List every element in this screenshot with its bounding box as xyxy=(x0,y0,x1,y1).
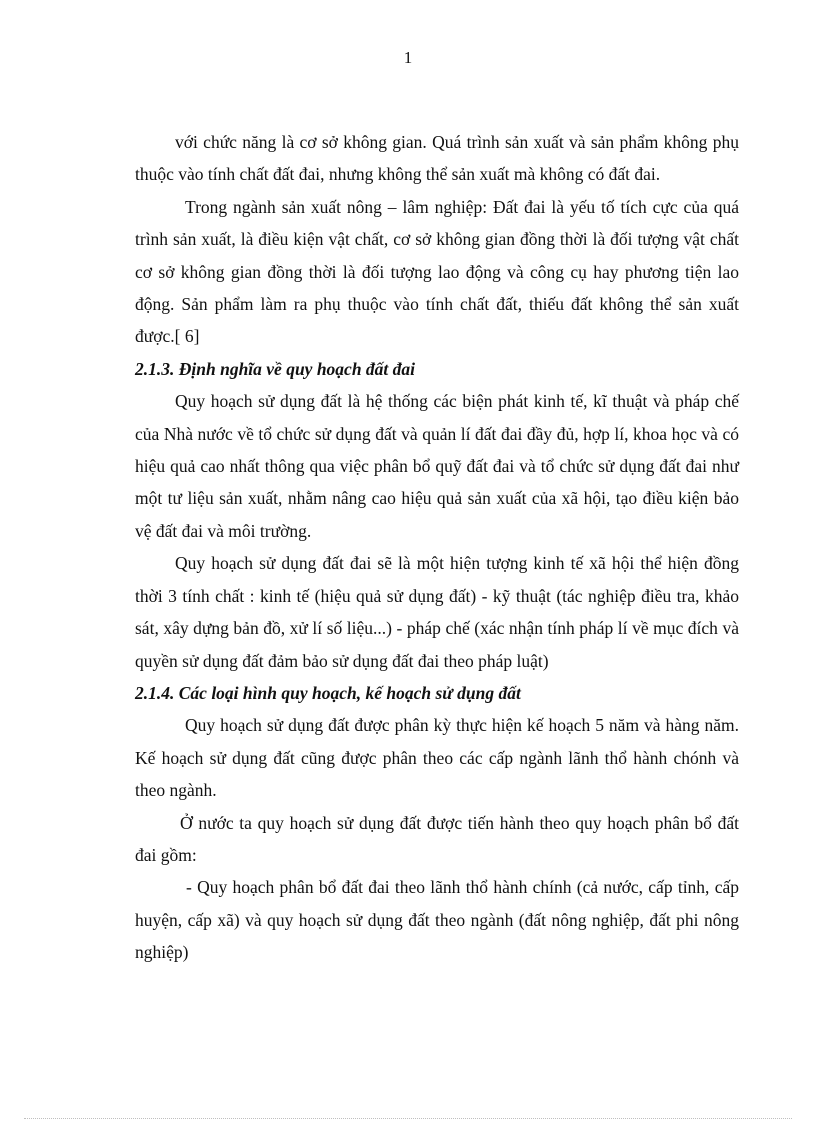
page-bottom-divider xyxy=(24,1118,792,1119)
paragraph-allocation-item: - Quy hoạch phân bổ đất đai theo lãnh thổ hành chính (cả nước, cấp tỉnh, cấp huyện, cấp xã) và quy hoạch sử dụng đất theo ngành (đất nông nghiệp, đất phi nông nghiệp) xyxy=(135,877,739,963)
paragraph-agriculture-forestry: Trong ngành sản xuất nông – lâm nghiệp: Đất đai là yếu tố tích cực của quá trình sản xuất, là điều kiện vật chất, cơ sở không gian đồng thời là đối tượng vật chất cơ sở không gian đồng thời là đối tượng lao động và công cụ hay phương tiện lao động. Sản phẩm làm ra phụ thuộc vào tính chất đất, thiếu đất không thể sản xuất được.[ 6] xyxy=(135,196,739,347)
page-number: 1 xyxy=(403,48,413,67)
document-body xyxy=(135,126,739,969)
paragraph-allocation: Ở nước ta quy hoạch sử dụng đất được tiến hành theo quy hoạch phân bổ đất đai gồm: xyxy=(135,812,739,865)
paragraph-plan-periods: Quy hoạch sử dụng đất được phân kỳ thực hiện kế hoạch 5 năm và hàng năm. Kế hoạch sử dụng đất cũng được phân theo các cấp ngành lãnh thổ hành chónh và theo ngành. xyxy=(135,715,739,801)
section-heading-definition: 2.1.3. Định nghĩa về quy hoạch đất đai xyxy=(135,358,416,379)
paragraph-three-properties: Quy hoạch sử dụng đất đai sẽ là một hiện tượng kinh tế xã hội thể hiện đồng thời 3 tính chất : kinh tế (hiệu quả sử dụng đất) - kỹ thuật (tác nghiệp điều tra, khảo sát, xây dựng bản đồ, xử lí số liệu...) - pháp chế (xác nhận tính pháp lí về mục đích và quyền sử dụng đất đảm bảo sử dụng đất đai theo pháp luật) xyxy=(135,553,739,671)
paragraph-land-as-space: với chức năng là cơ sở không gian. Quá trình sản xuất và sản phẩm không phụ thuộc vào tính chất đất đai, nhưng không thể sản xuất mà không có đất đai. xyxy=(135,132,739,185)
section-heading-plan-types: 2.1.4. Các loại hình quy hoạch, kế hoạch sử dụng đất xyxy=(135,682,521,703)
paragraph-definition: Quy hoạch sử dụng đất là hệ thống các biện phát kinh tế, kĩ thuật và pháp chế của Nhà nước về tổ chức sử dụng đất và quản lí đất đai đầy đủ, hợp lí, khoa học và có hiệu quả cao nhất thông qua việc phân bổ quỹ đất đai và tổ chức sử dụng đất đai như một tư liệu sản xuất, nhằm nâng cao hiệu quả sản xuất của xã hội, tạo điều kiện bảo vệ đất đai và môi trường. xyxy=(135,391,739,541)
